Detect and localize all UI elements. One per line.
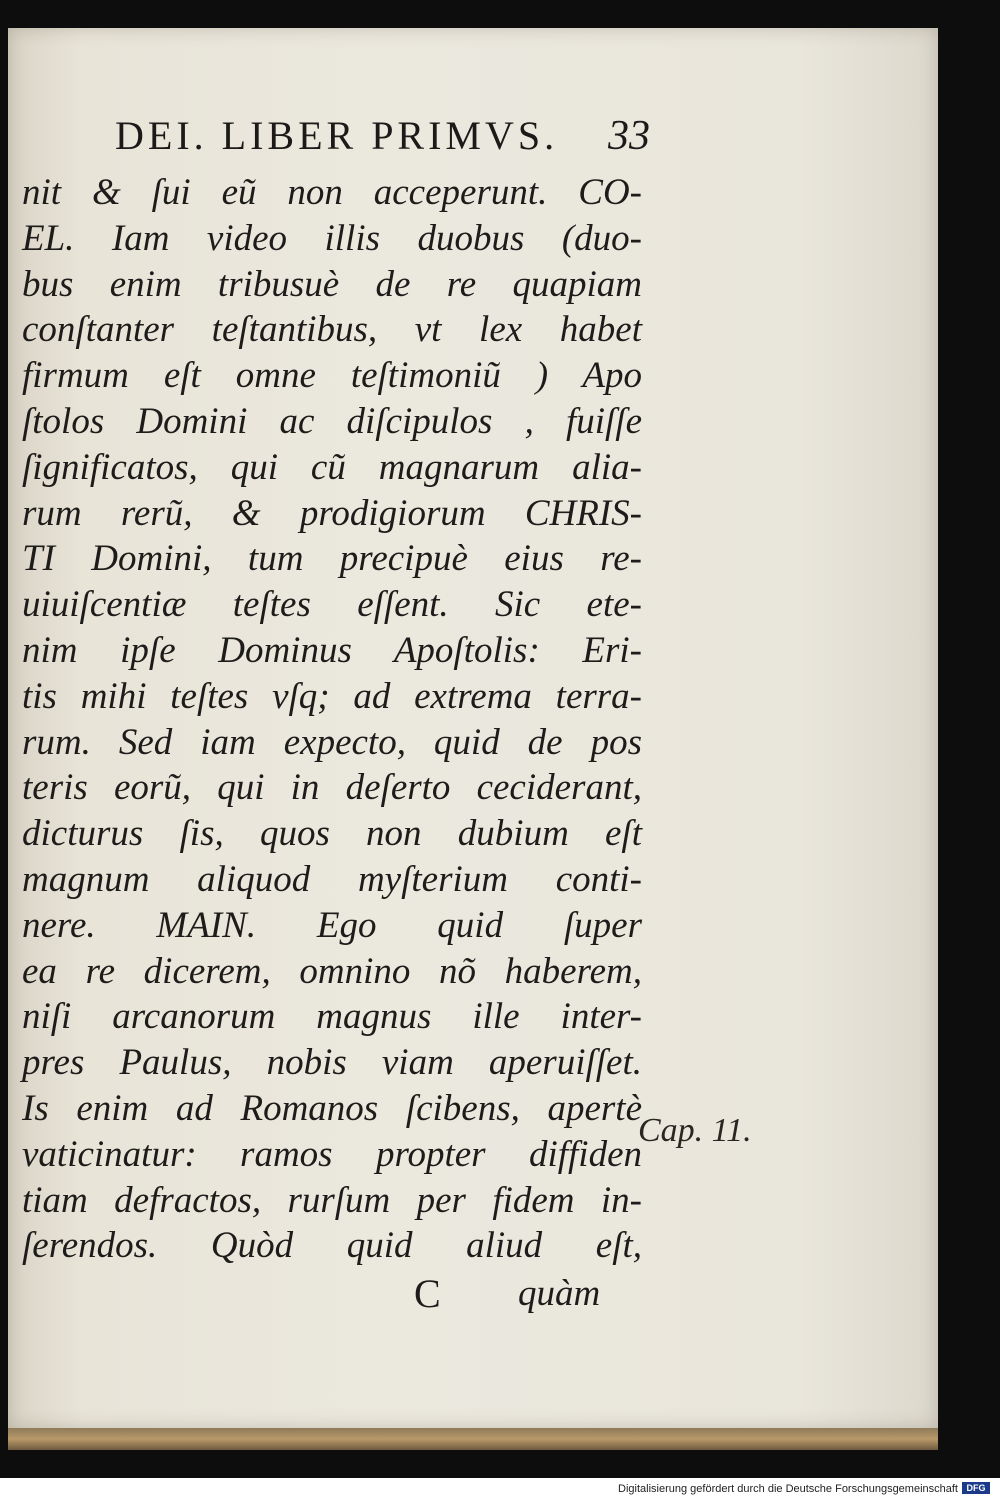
dfg-logo: DFG: [962, 1482, 990, 1494]
text-line: ſerendos. Quòd quid aliud eſt,: [22, 1225, 642, 1267]
text-line: ſignificatos, qui cũ magnarum alia-: [22, 446, 642, 488]
text-line: rum. Sed iam expecto, quid de pos: [22, 721, 642, 763]
running-head: DEI. LIBER PRIMVS.: [115, 113, 559, 158]
text-line: ea re dicerem, omnino nõ haberem,: [22, 950, 642, 992]
text-line: vaticinatur: ramos propter diffiden: [22, 1133, 642, 1175]
text-line: Is enim ad Romanos ſcibens, apertè: [22, 1087, 642, 1129]
page-edge: [8, 1428, 938, 1450]
dfg-credit: Digitalisierung gefördert durch die Deutsche Forschungsgemeinschaft: [618, 1483, 958, 1495]
text-line: ſtolos Domini ac diſcipulos , fuiſſe: [22, 400, 642, 442]
text-line: firmum eſt omne teſtimoniũ ) Apo: [22, 355, 642, 397]
signature-mark: C: [414, 1271, 441, 1316]
text-line: rum rerũ, & prodigiorum CHRIS-: [22, 492, 642, 534]
text-line: TI Domini, tum precipuè eius re-: [22, 538, 642, 580]
text-line: nit & ſui eũ non acceperunt. CO-: [22, 172, 642, 213]
catchword: quàm: [518, 1273, 601, 1314]
marginal-note: Cap. 11.: [638, 1112, 752, 1149]
text-line: conſtanter teſtantibus, vt lex habet: [22, 309, 642, 351]
text-line: nere. MAIN. Ego quid ſuper: [22, 904, 642, 946]
text-line: tiam defractos, rurſum per fidem in-: [22, 1179, 642, 1221]
body-text: [22, 170, 642, 1269]
text-line: pres Paulus, nobis viam aperuiſſet.: [22, 1042, 642, 1084]
text-line: EL. Iam video illis duobus (duo-: [22, 217, 642, 259]
text-line: magnum aliquod myſterium conti-: [22, 858, 642, 900]
folio-number: 33: [608, 113, 650, 159]
text-line: dicturus ſis, quos non dubium eſt: [22, 813, 642, 855]
text-line: tis mihi teſtes vſq; ad extrema terra-: [22, 675, 642, 717]
text-line: uiuiſcentiæ teſtes eſſent. Sic ete-: [22, 584, 642, 626]
text-line: bus enim tribusuè de re quapiam: [22, 263, 642, 305]
text-line: nim ipſe Dominus Apoſtolis: Eri-: [22, 629, 642, 671]
text-line: teris eorũ, qui in deſerto ceciderant,: [22, 767, 642, 809]
text-line: niſi arcanorum magnus ille inter-: [22, 996, 642, 1038]
